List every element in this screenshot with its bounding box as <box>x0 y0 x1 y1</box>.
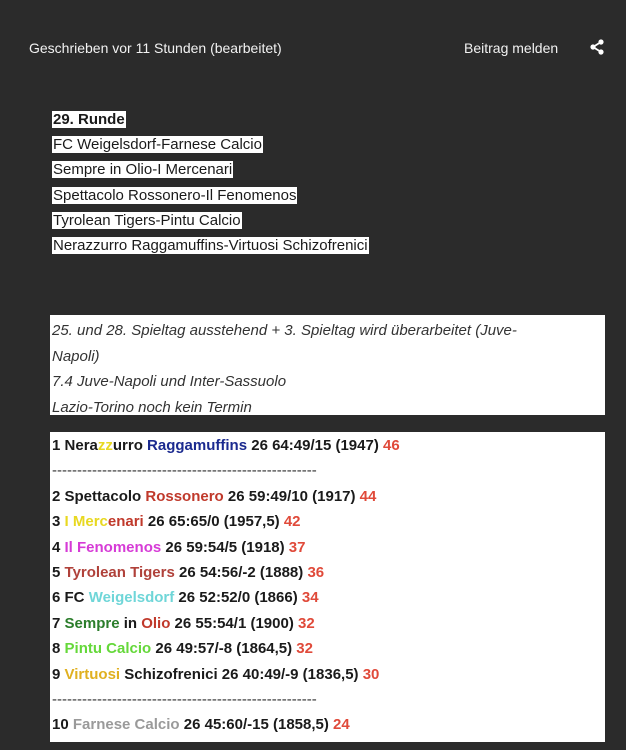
team-stats: 26 49:57/-8 (1864,5) <box>151 640 297 658</box>
team-points: 30 <box>362 665 380 683</box>
rank: 5 <box>52 564 61 582</box>
rank: 2 <box>52 487 61 505</box>
rank: 8 <box>52 640 61 658</box>
standings-row <box>52 585 605 610</box>
team-name: I Merc <box>64 513 108 531</box>
round-fixtures <box>52 107 369 258</box>
standings-row <box>52 611 605 636</box>
rank: 6 <box>52 589 61 607</box>
team-name: Nera <box>64 437 98 454</box>
standings-row <box>52 535 605 560</box>
standings-row <box>52 560 605 585</box>
fixture-line: Tyrolean Tigers-Pintu Calcio <box>53 211 241 229</box>
team-points: 36 <box>307 564 325 582</box>
fixture-line: Nerazzurro Raggamuffins-Virtuosi Schizofrenici <box>53 237 368 255</box>
rank: 7 <box>52 614 61 632</box>
team-name: Raggamuffins <box>147 437 248 454</box>
note-line: Lazio-Torino noch kein Termin <box>52 398 252 416</box>
team-name: Il Fenomenos <box>64 538 162 556</box>
note-line: 25. und 28. Spieltag ausstehend + 3. Spieltag wird überarbeitet (Juve- <box>52 322 517 339</box>
team-name: Olio <box>141 614 171 632</box>
post-header <box>0 0 626 96</box>
team-name: Weigelsdorf <box>88 589 175 607</box>
team-points: 32 <box>296 640 313 658</box>
team-stats: 26 52:52/0 (1866) <box>174 589 302 607</box>
fixture-line: FC Weigelsdorf-Farnese Calcio <box>53 136 262 154</box>
report-post-link[interactable]: Beitrag melden <box>464 40 559 56</box>
rank: 4 <box>52 538 61 556</box>
standings-row <box>52 636 605 661</box>
team-points: 44 <box>359 487 377 505</box>
share-icon[interactable] <box>590 39 608 57</box>
team-points: 24 <box>333 716 350 734</box>
team-points: 37 <box>288 538 306 556</box>
team-name: Rossonero <box>145 487 224 505</box>
rank: 9 <box>52 665 61 683</box>
team-name: Tyrolean Tigers <box>64 564 175 582</box>
team-name: FC <box>64 589 89 607</box>
team-stats: 26 59:54/5 (1918) <box>161 538 289 556</box>
divider: ----------------------------------------------------- <box>52 691 317 709</box>
team-name: in <box>119 614 142 632</box>
team-name: Farnese Calcio <box>72 716 180 734</box>
team-name: Sempre <box>64 614 120 632</box>
divider: ----------------------------------------------------- <box>52 462 317 480</box>
round-title: 29. Runde <box>53 111 125 128</box>
rank: 1 <box>52 437 61 454</box>
team-stats: 26 59:49/10 (1917) <box>223 487 360 505</box>
fixture-line: Spettacolo Rossonero-Il Fenomenos <box>53 186 297 204</box>
note-line: Napoli) <box>52 347 100 365</box>
rank: 10 <box>52 716 69 734</box>
schedule-note <box>50 315 605 415</box>
standings-row <box>52 662 605 687</box>
standings-table <box>50 432 605 742</box>
team-stats: 26 65:65/0 (1957,5) <box>143 513 284 531</box>
team-stats: 26 54:56/-2 (1888) <box>174 564 308 582</box>
team-name: Pintu Calcio <box>64 640 152 658</box>
team-name: zz <box>97 437 113 454</box>
team-stats: 26 64:49/15 (1947) <box>247 437 383 454</box>
team-stats: 26 45:60/-15 (1858,5) <box>179 716 334 734</box>
post-timestamp: Geschrieben vor 11 Stunden (bearbeitet) <box>29 40 282 56</box>
standings-row <box>52 712 605 737</box>
team-name: enari <box>107 513 144 531</box>
fixture-line: Sempre in Olio-I Mercenari <box>53 161 233 179</box>
team-name: Spettacolo <box>64 487 146 505</box>
team-name: urro <box>112 437 148 454</box>
team-name: Virtuosi <box>64 665 121 683</box>
standings-row <box>52 433 605 458</box>
note-line: 7.4 Juve-Napoli und Inter-Sassuolo <box>52 373 287 390</box>
standings-row <box>52 509 605 534</box>
rank: 3 <box>52 513 61 531</box>
standings-row <box>52 484 605 509</box>
team-stats: 26 55:54/1 (1900) <box>170 614 298 632</box>
team-name: Schizofrenici <box>120 665 218 683</box>
team-points: 46 <box>383 437 400 454</box>
team-points: 32 <box>297 614 315 632</box>
team-points: 42 <box>283 513 301 531</box>
team-points: 34 <box>301 589 319 607</box>
team-stats: 26 40:49/-9 (1836,5) <box>217 665 363 683</box>
